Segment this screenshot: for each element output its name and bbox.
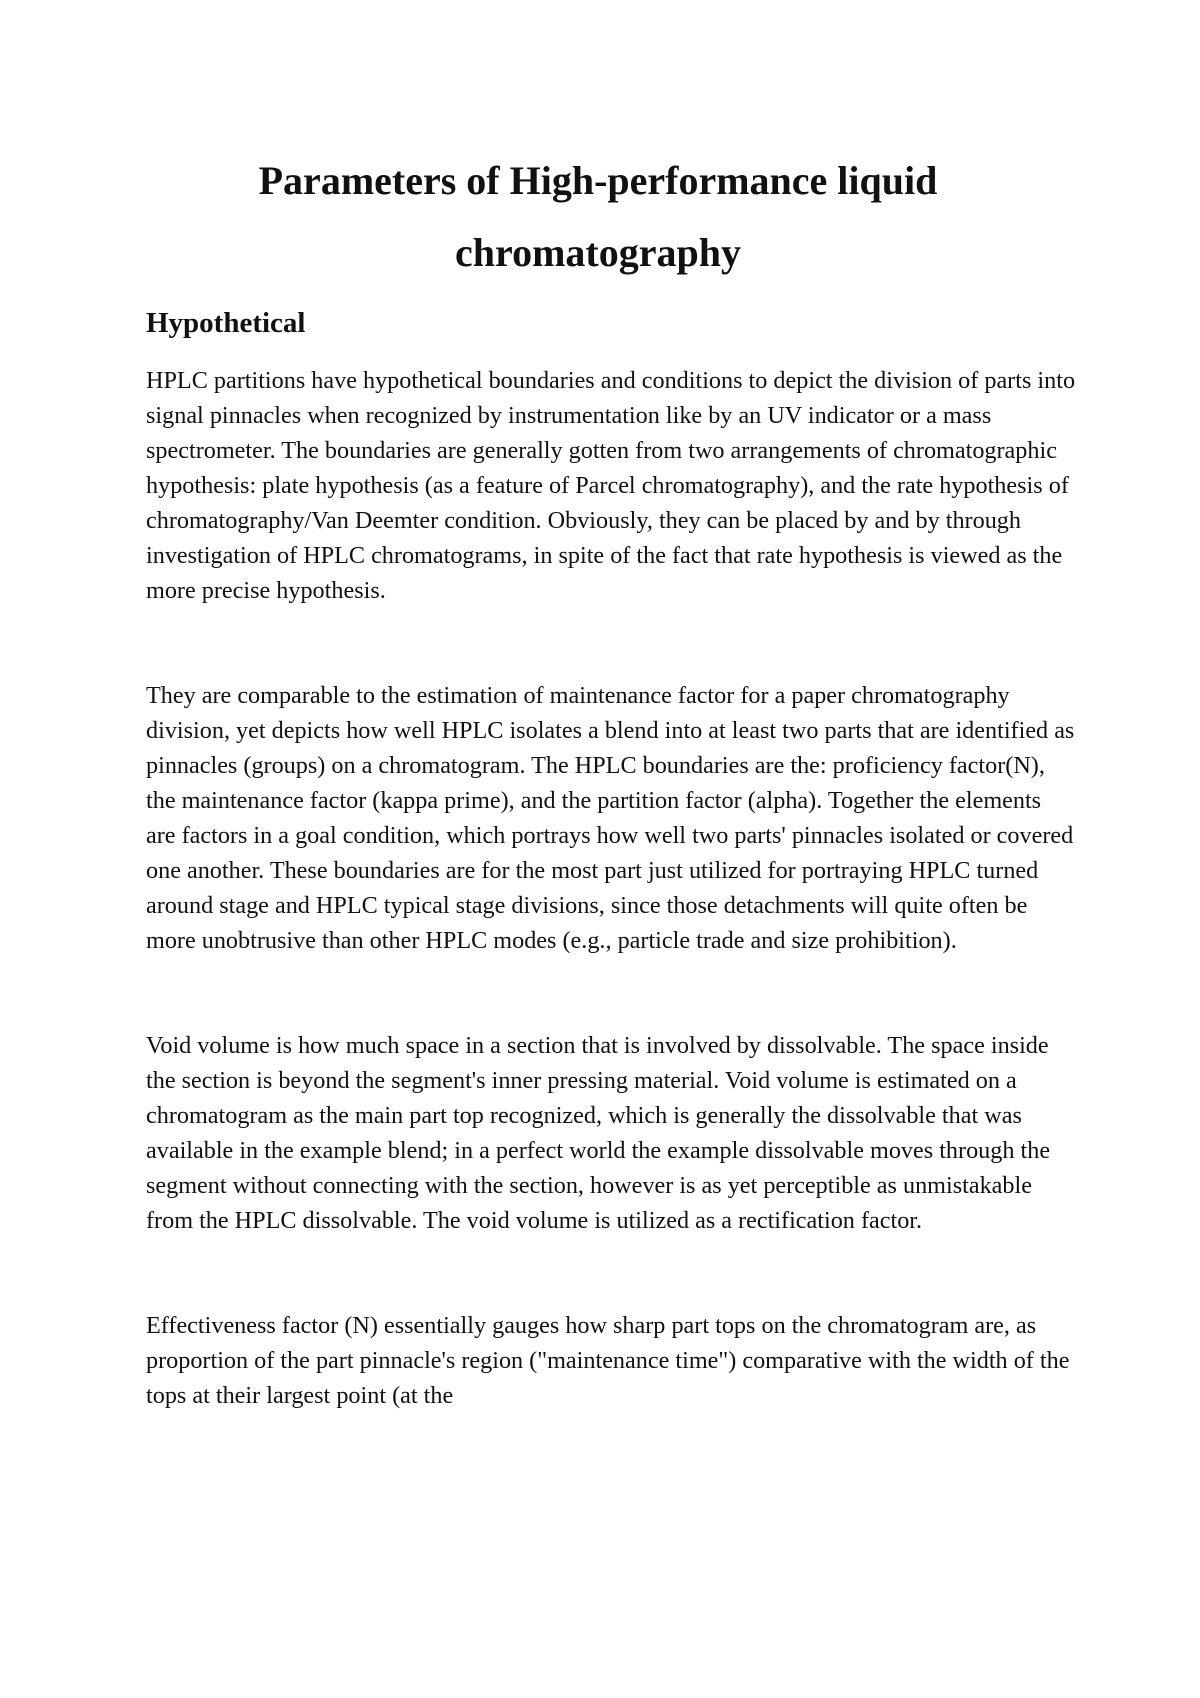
paragraph-1: HPLC partitions have hypothetical boundaries and conditions to depict the division of parts into signal pinnacles when recognized by instrumentation like by an UV indicator or a mass spectrometer. The boundaries are generally gotten from two arrangements of chromatographic hypothesis: plate hypothesis (as a feature of Parcel chromatography), and the rate hypothesis of chromatography/Van Deemter condition. Obviously, they can be placed by and by through investigation of HPLC chromatograms, in spite of the fact that rate hypothesis is viewed as the more precise hypothesis.	[146, 367, 1076, 604]
document-body	[146, 145, 1076, 1413]
paragraph-4: Effectiveness factor (N) essentially gauges how sharp part tops on the chromatogram are, as proportion of the part pinnacle's region ("maintenance time") comparative with the width of the tops at their largest point (at the	[146, 1312, 1070, 1409]
section-heading: Hypothetical	[146, 307, 306, 339]
document-title: Parameters of High-performance liquid chromatography	[258, 158, 938, 275]
paragraph-2: They are comparable to the estimation of maintenance factor for a paper chromatography division, yet depicts how well HPLC isolates a blend into at least two parts that are identified as pinnacles (groups) on a chromatogram. The HPLC boundaries are the: proficiency factor(N), the maintenance factor (kappa prime), and the partition factor (alpha). Together the elements are factors in a goal condition, which portrays how well two parts' pinnacles isolated or covered one another. These boundaries are for the most part just utilized for portraying HPLC turned around stage and HPLC typical stage divisions, since those detachments will quite often be more unobtrusive than other HPLC modes (e.g., particle trade and size prohibition).	[146, 682, 1075, 954]
paragraph-3: Void volume is how much space in a section that is involved by dissolvable. The space inside the section is beyond the segment's inner pressing material. Void volume is estimated on a chromatogram as the main part top recognized, which is generally the dissolvable that was available in the example blend; in a perfect world the example dissolvable moves through the segment without connecting with the section, however is as yet perceptible as unmistakable from the HPLC dissolvable. The void volume is utilized as a rectification factor.	[146, 1032, 1051, 1234]
